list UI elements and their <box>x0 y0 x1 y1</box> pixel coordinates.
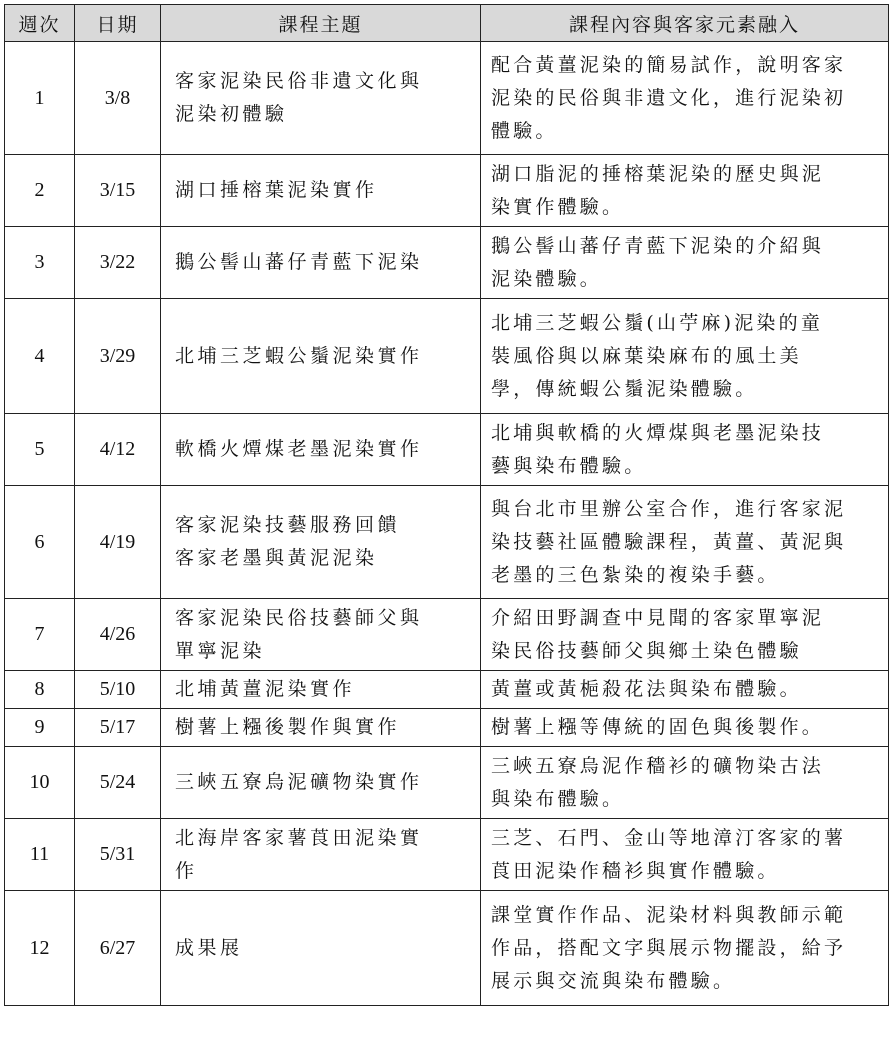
table-row <box>5 671 889 709</box>
date-cell: 3/15 <box>75 155 161 227</box>
week-cell: 1 <box>5 42 75 155</box>
table-row <box>5 747 889 819</box>
content-line: 裝風俗與以麻葉染麻布的風土美 <box>491 344 802 367</box>
week-cell: 9 <box>5 709 75 747</box>
week-cell: 7 <box>5 599 75 671</box>
week-cell: 5 <box>5 414 75 486</box>
date-cell: 5/10 <box>75 671 161 709</box>
header-row <box>5 5 889 42</box>
header-week: 週次 <box>5 5 75 42</box>
topic-cell <box>161 414 481 486</box>
table-row <box>5 891 889 1006</box>
topic-line: 作 <box>175 859 198 882</box>
week-cell: 8 <box>5 671 75 709</box>
topic-cell <box>161 671 481 709</box>
content-line: 老墨的三色紮染的複染手藝。 <box>491 563 780 586</box>
topic-cell <box>161 599 481 671</box>
content-line: 樹薯上糨等傳統的固色與後製作。 <box>491 716 825 738</box>
content-cell <box>481 891 889 1006</box>
topic-cell <box>161 42 481 155</box>
topic-cell <box>161 709 481 747</box>
week-cell: 6 <box>5 486 75 599</box>
topic-line: 客家泥染民俗非遺文化與 <box>175 70 423 92</box>
date-cell: 5/31 <box>75 819 161 891</box>
content-line: 與染布體驗。 <box>491 787 625 810</box>
content-line: 染技藝社區體驗課程，黃薑、黃泥與 <box>491 530 847 553</box>
topic-line: 北埔三芝蝦公鬚泥染實作 <box>175 344 423 367</box>
content-line: 課堂實作作品、泥染材料與教師示範 <box>491 903 847 926</box>
content-line: 配合黃薑泥染的簡易試作，說明客家 <box>491 53 847 76</box>
date-cell: 3/22 <box>75 227 161 299</box>
date-cell: 4/26 <box>75 599 161 671</box>
content-cell <box>481 819 889 891</box>
week-cell: 2 <box>5 155 75 227</box>
content-cell <box>481 671 889 709</box>
week-cell: 11 <box>5 819 75 891</box>
content-line: 泥染體驗。 <box>491 267 603 290</box>
content-line: 莨田泥染作穡衫與實作體驗。 <box>491 859 780 882</box>
content-line: 學，傳統蝦公鬚泥染體驗。 <box>491 377 758 400</box>
table-row <box>5 42 889 155</box>
topic-cell <box>161 155 481 227</box>
topic-cell <box>161 486 481 599</box>
content-line: 體驗。 <box>491 119 558 142</box>
content-line: 與台北市里辦公室合作，進行客家泥 <box>491 497 847 520</box>
content-line: 湖口脂泥的捶榕葉泥染的歷史與泥 <box>491 162 825 185</box>
topic-line: 客家泥染民俗技藝師父與 <box>175 606 423 629</box>
topic-line: 成果展 <box>175 936 243 959</box>
week-cell: 12 <box>5 891 75 1006</box>
week-cell: 10 <box>5 747 75 819</box>
content-line: 三芝、石門、金山等地漳汀客家的薯 <box>491 826 847 849</box>
topic-line: 北海岸客家薯莨田泥染實 <box>175 826 423 849</box>
topic-line: 三峽五寮烏泥礦物染實作 <box>175 771 423 793</box>
content-cell <box>481 709 889 747</box>
topic-cell <box>161 891 481 1006</box>
topic-line: 客家老墨與黃泥泥染 <box>175 547 378 569</box>
table-row <box>5 599 889 671</box>
week-cell: 3 <box>5 227 75 299</box>
date-cell: 5/17 <box>75 709 161 747</box>
content-line: 作品，搭配文字與展示物擺設，給予 <box>491 936 847 959</box>
course-schedule-table <box>4 4 889 1006</box>
topic-line: 湖口捶榕葉泥染實作 <box>175 179 378 201</box>
date-cell: 4/19 <box>75 486 161 599</box>
content-line: 染民俗技藝師父與鄉土染色體驗 <box>491 639 802 662</box>
content-cell <box>481 227 889 299</box>
table-row <box>5 299 889 414</box>
topic-line: 軟橋火燂煤老墨泥染實作 <box>175 438 423 460</box>
topic-cell <box>161 747 481 819</box>
topic-line: 北埔黃薑泥染實作 <box>175 678 356 700</box>
content-cell <box>481 155 889 227</box>
table-row <box>5 709 889 747</box>
date-cell: 5/24 <box>75 747 161 819</box>
topic-line: 樹薯上糨後製作與實作 <box>175 716 401 738</box>
content-line: 藝與染布體驗。 <box>491 454 647 477</box>
topic-cell <box>161 299 481 414</box>
content-cell <box>481 414 889 486</box>
content-line: 介紹田野調查中見聞的客家單寧泥 <box>491 606 825 629</box>
content-cell <box>481 599 889 671</box>
content-line: 泥染的民俗與非遺文化，進行泥染初 <box>491 86 847 109</box>
table-body <box>5 42 889 1006</box>
content-cell <box>481 42 889 155</box>
content-line: 鵝公髻山蕃仔青藍下泥染的介紹與 <box>491 234 825 257</box>
topic-cell <box>161 227 481 299</box>
content-line: 展示與交流與染布體驗。 <box>491 969 736 992</box>
content-line: 染實作體驗。 <box>491 195 625 218</box>
header-topic: 課程主題 <box>161 5 481 42</box>
topic-line: 單寧泥染 <box>175 639 266 662</box>
header-content: 課程內容與客家元素融入 <box>481 5 889 42</box>
content-line: 北埔與軟橋的火燂煤與老墨泥染技 <box>491 421 825 444</box>
content-cell <box>481 299 889 414</box>
topic-cell <box>161 819 481 891</box>
table-row <box>5 819 889 891</box>
topic-line: 客家泥染技藝服務回饋 <box>175 514 401 536</box>
topic-line: 泥染初體驗 <box>175 103 288 125</box>
table-row <box>5 486 889 599</box>
date-cell: 3/29 <box>75 299 161 414</box>
content-line: 北埔三芝蝦公鬚(山苧麻)泥染的童 <box>491 311 824 334</box>
content-line: 黃薑或黃梔殺花法與染布體驗。 <box>491 678 802 700</box>
content-cell <box>481 486 889 599</box>
date-cell: 6/27 <box>75 891 161 1006</box>
week-cell: 4 <box>5 299 75 414</box>
table-row <box>5 155 889 227</box>
table-row <box>5 414 889 486</box>
table-row <box>5 227 889 299</box>
content-cell <box>481 747 889 819</box>
date-cell: 4/12 <box>75 414 161 486</box>
topic-line: 鵝公髻山蕃仔青藍下泥染 <box>175 251 423 273</box>
header-date: 日期 <box>75 5 161 42</box>
content-line: 三峽五寮烏泥作穡衫的礦物染古法 <box>491 754 825 777</box>
date-cell: 3/8 <box>75 42 161 155</box>
